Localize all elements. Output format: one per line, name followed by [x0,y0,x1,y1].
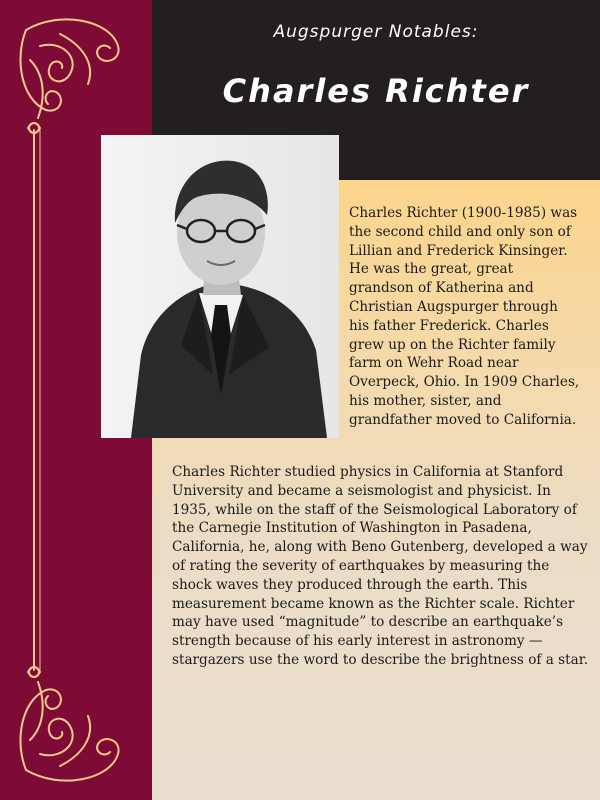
portrait-image [101,135,339,438]
bio-paragraph-1: Charles Richter (1900-1985) was the second child and only son of Lillian and Frederick Kinsinger. He was the great, great grandson of Katherina and Christian Augspurger through his father Frederick. Charles grew up on the Richter family farm on Wehr Road near Overpeck, Ohio. In 1909 Charles, his mother, sister, and grandfather moved to California. [349,205,580,428]
page-title: Charles Richter [222,72,530,110]
portrait-photo [101,135,339,438]
series-kicker: Augspurger Notables: [273,22,479,42]
bio-paragraph-2: Charles Richter studied physics in California at Stanford University and became a seismologist and physicist. In 1935, while on the staff of the Seismological Laboratory of the Carnegie Institution of Washington in Pasadena, California, he, along with Beno Gutenberg, developed a way of rating the severity of earthquakes by measuring the shock waves they produced through the earth. This measurement became known as the Richter scale. Richter may have used “magnitude” to describe an earthquake’s strength because of his early interest in astronomy — stargazers use the word to describe the brightness of a star. [172,464,589,668]
